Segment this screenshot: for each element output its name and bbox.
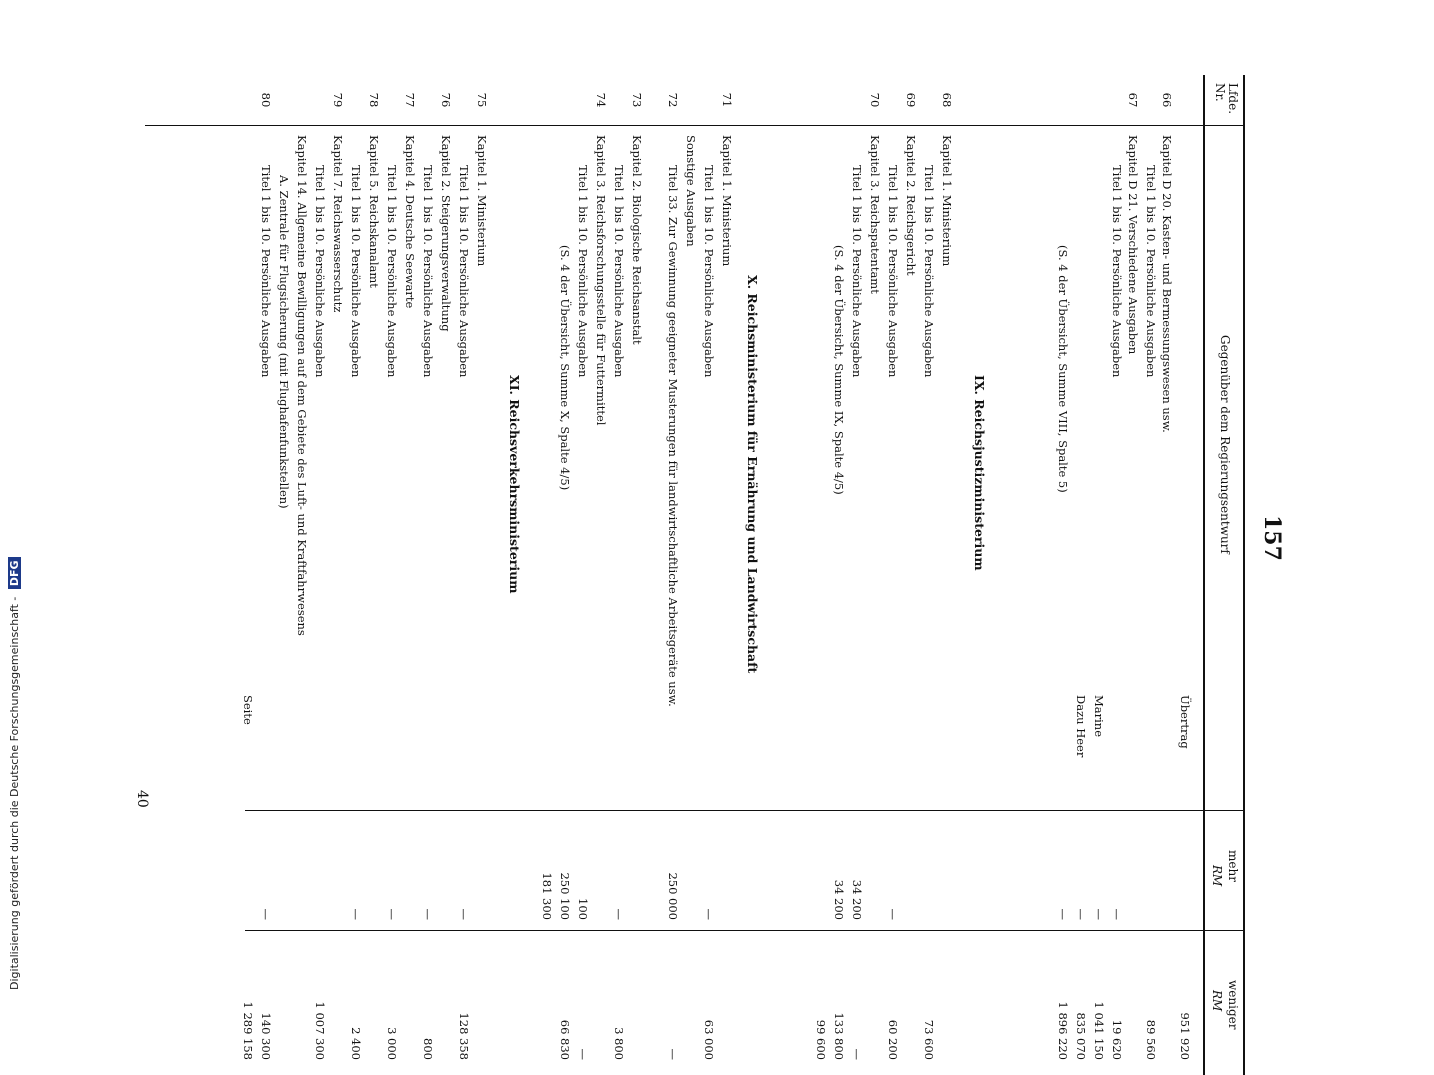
amount-weniger: 19 620 — [1110, 1019, 1124, 1060]
row-number: 72 — [666, 92, 680, 108]
amount-mehr: — — [1074, 908, 1088, 920]
row-description: Titel 1 bis 10. Persönliche Ausgaben — [349, 165, 363, 378]
row-description: Titel 1 bis 10. Persönliche Ausgaben — [313, 165, 327, 378]
row-description: Kapitel 1. Ministerium — [940, 135, 954, 267]
row-description: Übertrag — [1178, 695, 1192, 749]
amount-mehr: — — [1092, 908, 1106, 920]
header-nr: Lfde. Nr. — [1212, 83, 1240, 115]
table-row — [701, 75, 717, 1075]
table-row — [831, 75, 847, 1075]
table-row — [575, 75, 591, 1075]
table-row — [420, 75, 436, 1075]
footer-note — [8, 557, 21, 990]
row-number: 78 — [367, 92, 381, 108]
row-description: Titel 33. Zur Gewinnung geeigneter Musterungen für landwirtschaftliche Arbeitsgeräte usw. — [666, 165, 680, 707]
row-description: A. Zentrale für Flugsicherung (mit Flughafenfunkstellen) — [277, 175, 291, 509]
amount-weniger: 3 800 — [612, 1027, 626, 1060]
amount-weniger: 73 600 — [922, 1019, 936, 1060]
row-number: 76 — [439, 92, 453, 108]
row-description: Titel 1 bis 10. Persönliche Ausgaben — [421, 165, 435, 378]
amount-weniger: 60 200 — [886, 1019, 900, 1060]
table-row — [629, 75, 645, 1075]
table-row — [885, 75, 901, 1075]
row-number: 68 — [940, 92, 954, 108]
row-number: 80 — [259, 92, 273, 108]
amount-weniger: 835 070 — [1074, 1012, 1088, 1060]
row-description: Kapitel 1. Ministerium — [475, 135, 489, 267]
table-row — [456, 75, 472, 1075]
table-row — [438, 75, 454, 1075]
row-description: Titel 1 bis 10. Persönliche Ausgaben — [850, 165, 864, 378]
dfg-logo: DFG — [8, 557, 21, 589]
row-description: Titel 1 bis 10. Persönliche Ausgaben — [922, 165, 936, 378]
amount-weniger: — — [576, 1048, 590, 1060]
row-number: 73 — [630, 92, 644, 108]
table-row — [611, 75, 627, 1075]
amount-mehr: 250 000 — [666, 872, 680, 920]
amount-weniger: 1 896 220 — [1056, 1001, 1070, 1060]
amount-weniger: 63 000 — [702, 1019, 716, 1060]
heading-xi: XI. Reichsverkehrsministerium — [507, 375, 522, 594]
amount-mehr: — — [457, 908, 471, 920]
table-row — [402, 75, 418, 1075]
row-description: Titel 1 bis 10. Persönliche Ausgaben — [457, 165, 471, 378]
amount-weniger: 3 000 — [385, 1027, 399, 1060]
amount-weniger: 89 560 — [1144, 1019, 1158, 1060]
table-row — [1091, 75, 1107, 1075]
table-row — [1159, 75, 1175, 1075]
table-row — [593, 75, 609, 1075]
table-row — [240, 75, 256, 1075]
row-description: (S. 4 der Übersicht, Summe X, Spalte 4/5) — [558, 245, 572, 491]
row-description: Kapitel 1. Ministerium — [720, 135, 734, 267]
amount-weniger: 2 400 — [349, 1027, 363, 1060]
header-desc: Gegenüber dem Regierungsentwurf — [1218, 335, 1232, 554]
table-row — [665, 75, 681, 1075]
amount-mehr: — — [886, 908, 900, 920]
table-row — [849, 75, 865, 1075]
row-description: Titel 1 bis 10. Persönliche Ausgaben — [1110, 165, 1124, 378]
header-top-rule — [1243, 75, 1245, 1075]
row-description: Kapitel 2. Reichsgericht — [904, 135, 918, 276]
row-description: Marine — [1092, 695, 1106, 738]
amount-mehr: 100 — [576, 898, 590, 920]
row-description: (S. 4 der Übersicht, Summe IX, Spalte 4/5) — [832, 245, 846, 495]
row-description: Kapitel 14. Allgemeine Bewilligungen auf dem Gebiete des Luft- und Kraftfahrwesens — [295, 135, 309, 636]
row-number: 70 — [868, 92, 882, 108]
row-number: 71 — [720, 92, 734, 108]
table-row — [1143, 75, 1159, 1075]
row-description: Kapitel 5. Reichskanalamt — [367, 135, 381, 288]
footer-note-text: Digitalisierung gefördert durch die Deutsche Forschungsgemeinschaft - — [8, 596, 21, 990]
row-description: Kapitel D 21. Verschiedene Ausgaben — [1126, 135, 1140, 355]
table-row — [1073, 75, 1089, 1075]
amount-weniger: 133 800 — [832, 1012, 846, 1060]
amount-weniger: — — [850, 1048, 864, 1060]
amount-weniger: 1 041 150 — [1092, 1001, 1106, 1060]
table-row — [557, 75, 573, 1075]
table-row — [539, 75, 555, 1075]
rotated-page — [55, 75, 1335, 1075]
amount-mehr: 250 100 — [558, 872, 572, 920]
row-description: Kapitel 3. Reichsforschungsstelle für Futtermittel — [594, 135, 608, 426]
row-description: Kapitel 3. Reichspatentamt — [868, 135, 882, 294]
row-number: 74 — [594, 92, 608, 108]
row-description: Titel 1 bis 10. Persönliche Ausgaben — [612, 165, 626, 378]
row-description: Kapitel D 20. Kasten- und Bermessungswesen usw. — [1160, 135, 1174, 433]
row-description: Titel 1 bis 10. Persönliche Ausgaben — [576, 165, 590, 378]
amount-mehr: — — [1110, 908, 1124, 920]
table-row — [276, 75, 292, 1075]
row-description: Titel 1 bis 10. Persönliche Ausgaben — [702, 165, 716, 378]
table-row — [719, 75, 735, 1075]
amount-weniger: 1 007 300 — [313, 1001, 327, 1060]
amount-weniger: — — [666, 1048, 680, 1060]
amount-mehr: — — [349, 908, 363, 920]
table-row — [867, 75, 883, 1075]
table-row — [939, 75, 955, 1075]
amount-mehr: 34 200 — [832, 879, 846, 920]
row-description: Titel 1 bis 10. Persönliche Ausgaben — [259, 165, 273, 378]
header-weniger-unit: RM — [1210, 990, 1224, 1012]
amount-mehr: — — [612, 908, 626, 920]
row-description: Sonstige Ausgaben — [684, 135, 698, 247]
row-description: Seite — [241, 695, 255, 725]
header-mehr: mehr — [1226, 850, 1240, 882]
table-row — [1177, 75, 1193, 1075]
table-row — [813, 75, 829, 1075]
amount-weniger: 1 289 158 — [241, 1001, 255, 1060]
row-description: Dazu Heer — [1074, 695, 1088, 758]
page-number: 157 — [1259, 515, 1285, 561]
row-description: Kapitel 4. Deutsche Seewarte — [403, 135, 417, 309]
row-description: Titel 1 bis 10. Persönliche Ausgaben — [385, 165, 399, 378]
bottom-page-number: 40 — [134, 790, 150, 808]
heading-x: X. Reichsministerium für Ernährung und Landwirtschaft — [745, 275, 760, 674]
document-page — [55, 75, 1335, 1075]
amount-weniger: 800 — [421, 1038, 435, 1060]
amount-mehr: — — [385, 908, 399, 920]
header-bottom-rule — [1203, 75, 1205, 1075]
heading-ix: IX. Reichsjustizministerium — [972, 375, 987, 571]
amount-mehr: 34 200 — [850, 879, 864, 920]
table-row — [348, 75, 364, 1075]
table-row — [1055, 75, 1071, 1075]
row-description: Titel 1 bis 10. Persönliche Ausgaben — [1144, 165, 1158, 378]
row-number: 69 — [904, 92, 918, 108]
header-mehr-unit: RM — [1210, 865, 1224, 887]
amount-weniger: 128 358 — [457, 1012, 471, 1060]
row-description: Kapitel 7. Reichswasserschutz — [331, 135, 345, 313]
table-row — [474, 75, 490, 1075]
row-number: 75 — [475, 92, 489, 108]
table-row — [258, 75, 274, 1075]
header-weniger: weniger — [1226, 980, 1240, 1030]
table-row — [683, 75, 699, 1075]
table-row — [312, 75, 328, 1075]
amount-mehr: — — [421, 908, 435, 920]
amount-mehr: — — [259, 908, 273, 920]
row-number: 66 — [1160, 92, 1174, 108]
amount-weniger: 951 920 — [1178, 1012, 1192, 1060]
table-row — [330, 75, 346, 1075]
amount-weniger: 99 600 — [814, 1019, 828, 1060]
amount-mehr: — — [1056, 908, 1070, 920]
amount-mehr: 181 300 — [540, 872, 554, 920]
row-description: (S. 4 der Übersicht, Summe VIII, Spalte 5) — [1056, 245, 1070, 493]
row-description: Kapitel 2. Steigerungsverwaltung — [439, 135, 453, 332]
row-number: 67 — [1126, 92, 1140, 108]
table-row — [1109, 75, 1125, 1075]
row-description: Titel 1 bis 10. Persönliche Ausgaben — [886, 165, 900, 378]
row-description: Kapitel 2. Biologische Reichsanstalt — [630, 135, 644, 345]
table-row — [294, 75, 310, 1075]
table-row — [1125, 75, 1141, 1075]
amount-mehr: — — [702, 908, 716, 920]
row-number: 79 — [331, 92, 345, 108]
table-row — [366, 75, 382, 1075]
amount-weniger: 66 830 — [558, 1019, 572, 1060]
table-row — [903, 75, 919, 1075]
row-number: 77 — [403, 92, 417, 108]
table-row — [384, 75, 400, 1075]
table-row — [921, 75, 937, 1075]
amount-weniger: 140 300 — [259, 1012, 273, 1060]
